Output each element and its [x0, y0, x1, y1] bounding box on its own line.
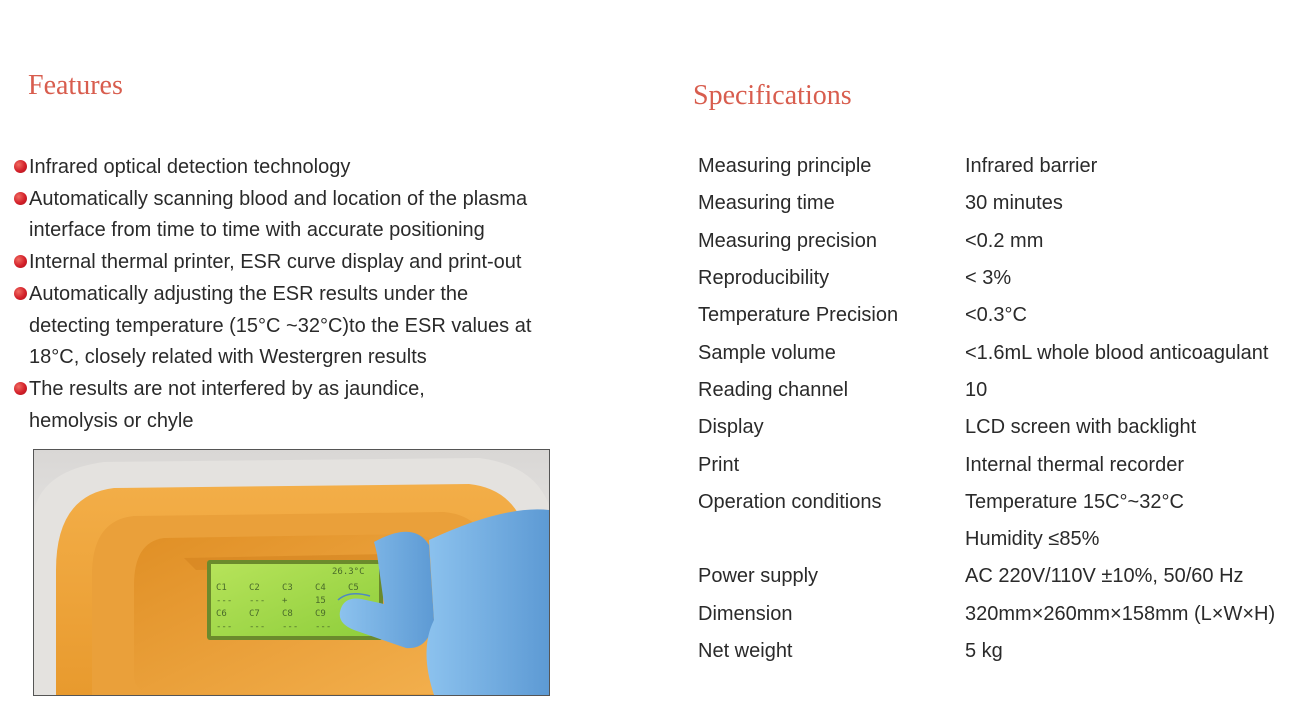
lcd-cell: --- [282, 622, 299, 632]
spec-value: < 3% [965, 267, 1012, 290]
lcd-cell: --- [216, 596, 233, 606]
feature-item [14, 152, 654, 184]
feature-line: interface from time to time with accurate positioning [29, 219, 485, 242]
spec-value: <0.3°C [965, 304, 1027, 327]
spec-value: 30 minutes [965, 192, 1063, 215]
bullet-icon [14, 382, 27, 395]
lcd-cell: C1 [216, 583, 227, 593]
spec-value: Internal thermal recorder [965, 453, 1184, 476]
spec-value: AC 220V/110V ±10%, 50/60 Hz [965, 565, 1244, 588]
spec-label: Dimension [698, 602, 793, 625]
spec-label: Measuring precision [698, 229, 877, 252]
spec-label: Operation conditions [698, 490, 882, 513]
lcd-cell: C7 [249, 609, 260, 619]
spec-label: Print [698, 453, 740, 476]
spec-row [698, 484, 1275, 521]
feature-line: hemolysis or chyle [29, 409, 194, 432]
spec-label: Sample volume [698, 341, 836, 364]
feature-item [14, 184, 654, 247]
spec-label: Measuring principle [698, 155, 872, 178]
spec-row [698, 148, 1275, 185]
feature-item [14, 247, 654, 279]
spec-label: Power supply [698, 565, 819, 588]
feature-line: 18°C, closely related with Westergren results [29, 346, 427, 369]
spec-value: Humidity ≤85% [965, 528, 1100, 551]
lcd-cell: C2 [249, 583, 260, 593]
spec-row [698, 596, 1275, 633]
spec-label: Measuring time [698, 192, 835, 215]
spec-value: 10 [965, 378, 988, 401]
lcd-cell: C8 [282, 609, 293, 619]
spec-row [698, 409, 1275, 446]
feature-line: Automatically scanning blood and location of the plasma [29, 187, 528, 210]
spec-value: Temperature 15C°~32°C [965, 490, 1184, 513]
lcd-cell: + [282, 596, 288, 606]
device-photo [33, 449, 550, 696]
lcd-cell: --- [249, 622, 266, 632]
spec-value: 5 kg [965, 640, 1003, 662]
bullet-icon [14, 160, 27, 173]
bullet-icon [14, 255, 27, 268]
feature-line: The results are not interfered by as jaundice, [29, 377, 425, 400]
lcd-cell: --- [216, 622, 233, 632]
lcd-cell: C9 [315, 609, 326, 619]
spec-row [698, 297, 1275, 334]
spec-row [698, 633, 1275, 670]
spec-label: Reading channel [698, 378, 849, 401]
lcd-cell: C6 [216, 609, 227, 619]
feature-item [14, 374, 654, 437]
lcd-cell: C3 [282, 583, 293, 593]
lcd-cell: C5 [348, 583, 359, 593]
spec-value: 320mm×260mm×158mm (L×W×H) [965, 602, 1276, 625]
features-list [14, 152, 654, 437]
spec-value: Infrared barrier [965, 155, 1098, 178]
lcd-cell: C4 [315, 583, 326, 593]
feature-line: Internal thermal printer, ESR curve display and print-out [29, 251, 522, 274]
lcd-cell: 15 [315, 596, 326, 606]
specifications-table [698, 148, 1275, 670]
spec-row [698, 558, 1275, 595]
features-heading: Features [28, 70, 123, 101]
spec-row [698, 260, 1275, 297]
spec-label: Temperature Precision [698, 304, 899, 327]
spec-row [698, 185, 1275, 222]
feature-line: detecting temperature (15°C ~32°C)to the ESR values at [29, 314, 532, 337]
spec-label: Display [698, 416, 764, 439]
spec-row [698, 521, 1275, 558]
feature-item [14, 279, 654, 374]
lcd-cell: --- [249, 596, 266, 606]
bullet-icon [14, 287, 27, 300]
spec-row [698, 446, 1275, 483]
spec-row [698, 223, 1275, 260]
spec-row [698, 334, 1275, 371]
spec-label: Net weight [698, 640, 793, 662]
feature-line: Automatically adjusting the ESR results under the [29, 282, 469, 305]
spec-label [698, 521, 965, 558]
bullet-icon [14, 192, 27, 205]
spec-value: <0.2 mm [965, 229, 1044, 252]
svg-text:26.3°C: 26.3°C [332, 567, 365, 577]
lcd-cell: --- [315, 622, 332, 632]
spec-value: LCD screen with backlight [965, 416, 1197, 439]
spec-row [698, 372, 1275, 409]
specifications-heading: Specifications [693, 80, 852, 111]
spec-label: Reproducibility [698, 267, 830, 290]
feature-line: Infrared optical detection technology [29, 156, 351, 178]
spec-value: <1.6mL whole blood anticoagulant [965, 341, 1269, 364]
